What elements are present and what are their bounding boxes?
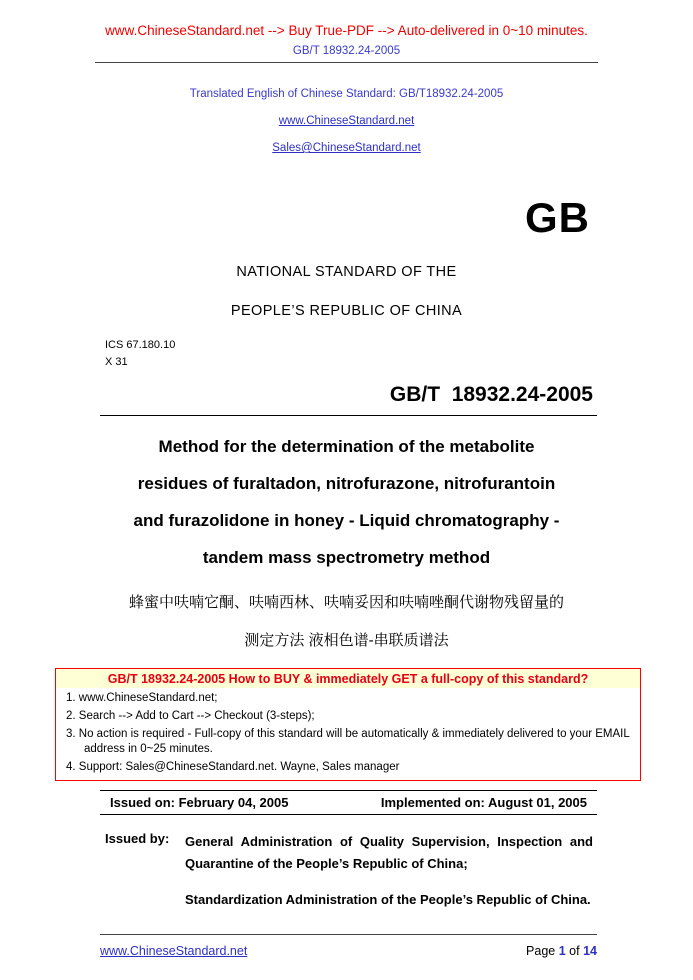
buy-step: 3. No action is required - Full-copy of this standard will be automatically & immediately delivered to your EMAIL address in 0~25 minutes. — [66, 728, 630, 755]
site-link[interactable]: www.ChineseStandard.net — [278, 115, 415, 127]
national-standard-line2: PEOPLE’S REPUBLIC OF CHINA — [230, 303, 463, 319]
issuer-section — [105, 831, 593, 911]
page-label: Page — [526, 944, 556, 958]
issuer-text — [185, 831, 593, 911]
page-of-label: of — [569, 944, 580, 958]
promo-banner: www.ChineseStandard.net --> Buy True-PDF --> Auto-delivered in 0~10 minutes. — [105, 23, 588, 38]
buy-box-heading: GB/T 18932.24-2005 How to BUY & immediately GET a full-copy of this standard? — [56, 669, 640, 688]
header-divider — [95, 62, 598, 63]
issuer-line2: Standardization Administration of the People’s Republic of China. — [185, 892, 591, 907]
footer-site-link[interactable]: www.ChineseStandard.net — [100, 944, 248, 958]
issuer-line1: General Administration of Quality Supervision, Inspection and Quarantine of the People’s Republic of China; — [185, 834, 593, 871]
implemented-date: Implemented on: August 01, 2005 — [380, 795, 587, 810]
ics-block — [105, 337, 693, 371]
title-zh-line: 测定方法 液相色谱-串联质谱法 — [244, 632, 449, 649]
issued-by-label: Issued by: — [105, 831, 170, 846]
title-english — [0, 428, 693, 576]
gb-logo: GB — [525, 194, 590, 241]
title-en-line: and furazolidone in honey - Liquid chromatography - — [133, 511, 560, 530]
buy-step: 2. Search --> Add to Cart --> Checkout (3-steps); — [66, 710, 315, 722]
buy-info-box — [55, 668, 641, 781]
title-divider — [100, 415, 597, 416]
page-total: 14 — [583, 944, 597, 958]
class-code: X 31 — [105, 356, 128, 368]
page-indicator — [526, 944, 597, 958]
ics-code: ICS 67.180.10 — [105, 339, 176, 351]
footer-divider — [100, 934, 597, 935]
title-zh-line: 蜂蜜中呋喃它酮、呋喃西林、呋喃妥因和呋喃唑酮代谢物残留量的 — [128, 594, 564, 611]
page-number: 1 — [558, 944, 566, 958]
national-standard-line1: NATIONAL STANDARD OF THE — [236, 264, 457, 280]
buy-step: 4. Support: Sales@ChineseStandard.net. Wayne, Sales manager — [66, 761, 400, 773]
page-footer — [100, 934, 597, 958]
title-en-line: tandem mass spectrometry method — [202, 548, 491, 567]
dates-row — [100, 790, 597, 815]
title-en-line: residues of furaltadon, nitrofurazone, nitrofurantoin — [137, 474, 556, 493]
email-link[interactable]: Sales@ChineseStandard.net — [272, 142, 421, 154]
translated-note: Translated English of Chinese Standard: GB/T18932.24-2005 — [189, 88, 504, 100]
header-standard-number: GB/T 18932.24-2005 — [292, 45, 401, 57]
title-en-line: Method for the determination of the metabolite — [158, 437, 535, 456]
issued-date: Issued on: February 04, 2005 — [110, 795, 289, 810]
standard-number-big: GB/T 18932.24-2005 — [389, 383, 593, 406]
buy-step: 1. www.ChineseStandard.net; — [66, 692, 218, 704]
title-chinese — [0, 584, 693, 660]
